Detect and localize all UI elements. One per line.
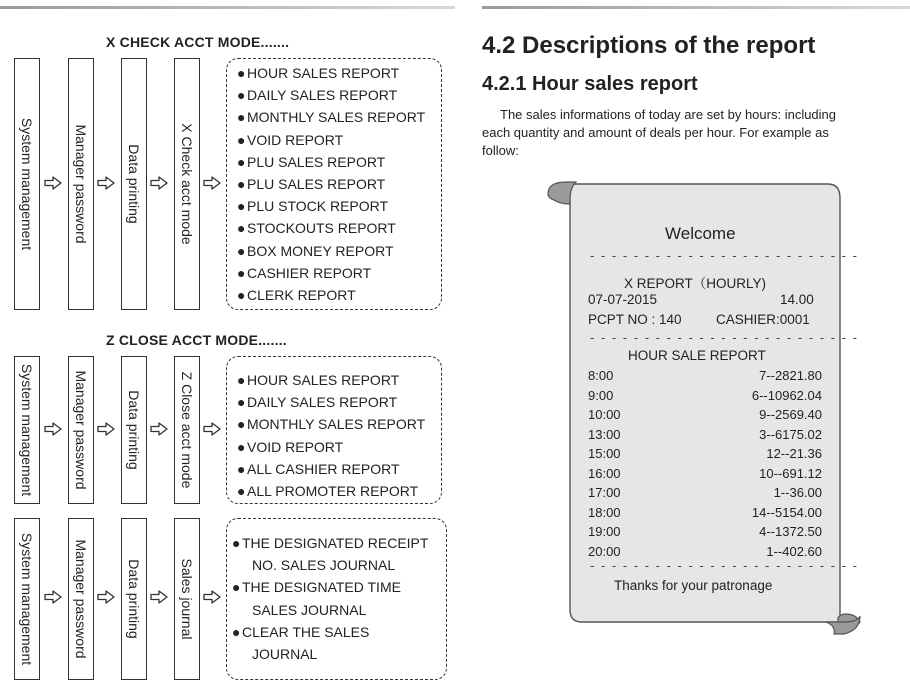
j-step-sales-journal xyxy=(174,518,200,680)
bullet-icon: ● xyxy=(237,482,246,499)
report-item-label: PLU SALES REPORT xyxy=(247,153,386,170)
bullet-icon: ● xyxy=(237,87,246,104)
report-item-label: MONTHLY SALES REPORT xyxy=(247,416,426,433)
journal-item xyxy=(232,576,428,598)
right-arrow-icon xyxy=(97,590,115,604)
report-item xyxy=(237,284,425,306)
step-label: System management xyxy=(19,532,35,666)
step-label: Manager password xyxy=(73,370,89,490)
report-item-label: DAILY SALES REPORT xyxy=(247,394,398,411)
report-item-label: STOCKOUTS REPORT xyxy=(247,220,396,237)
receipt-row-hour: 13:00 xyxy=(588,426,621,442)
receipt-row-value: 7--2821.80 xyxy=(759,368,822,383)
z-step-manager-password xyxy=(68,356,94,504)
receipt-row-hour: 17:00 xyxy=(588,485,621,500)
report-item xyxy=(237,84,425,106)
report-item-label: BOX MONEY REPORT xyxy=(247,242,394,259)
bullet-icon: ● xyxy=(237,175,246,192)
step-label: Data printing xyxy=(126,390,142,470)
right-arrow-icon xyxy=(203,422,221,436)
report-item-label: HOUR SALES REPORT xyxy=(247,372,400,388)
bullet-icon: ● xyxy=(237,109,246,126)
description-paragraph xyxy=(482,106,902,160)
report-item xyxy=(237,436,425,458)
j-step-data-printing xyxy=(121,518,147,680)
receipt-row xyxy=(588,388,822,407)
step-label: Data printing xyxy=(126,559,142,639)
receipt-divider: - - - - - - - - - - - - - - - - - - - - - - - - - xyxy=(590,330,859,345)
j-step-manager-password xyxy=(68,518,94,680)
journal-item-continuation xyxy=(232,599,428,621)
bullet-icon: ● xyxy=(237,286,246,303)
receipt-row xyxy=(588,505,822,524)
receipt-cashier: CASHIER:0001 xyxy=(716,312,810,327)
x-report-list xyxy=(237,62,425,306)
report-item xyxy=(237,480,425,502)
receipt-row xyxy=(588,427,822,446)
step-label: System management xyxy=(19,363,35,497)
receipt-welcome: Welcome xyxy=(665,224,736,243)
report-item xyxy=(237,151,425,173)
report-item xyxy=(237,217,425,239)
x-step-data-printing xyxy=(121,58,147,310)
bullet-icon: ● xyxy=(237,220,246,237)
report-item-label: HOUR SALES REPORT xyxy=(247,65,400,81)
report-item xyxy=(237,391,425,413)
x-step-manager-password xyxy=(68,58,94,310)
right-arrow-icon xyxy=(44,422,62,436)
right-arrow-icon xyxy=(150,422,168,436)
z-mode-title: Z CLOSE ACCT MODE....... xyxy=(106,332,287,348)
bullet-icon: ● xyxy=(237,65,246,81)
report-item-label: ALL PROMOTER REPORT xyxy=(247,482,419,499)
receipt-row-value: 14--5154.00 xyxy=(751,504,822,520)
bullet-icon: ● xyxy=(237,438,246,455)
receipt-row-hour: 18:00 xyxy=(588,504,621,520)
z-step-close-acct-mode xyxy=(174,356,200,504)
report-item-label: CASHIER REPORT xyxy=(247,264,372,281)
report-item xyxy=(237,106,425,128)
journal-item-continuation xyxy=(232,643,428,665)
journal-list xyxy=(232,532,428,665)
bullet-icon: ● xyxy=(232,535,241,551)
paragraph-line: The sales informations of today are set by hours: including xyxy=(500,107,837,122)
x-mode-title: X CHECK ACCT MODE....... xyxy=(106,34,290,50)
top-rule-right xyxy=(482,6,910,9)
report-item-label: VOID REPORT xyxy=(247,438,344,455)
right-arrow-icon xyxy=(150,176,168,190)
receipt-row-value: 10--691.12 xyxy=(759,465,822,481)
receipt-pcpt-no: PCPT NO : 140 xyxy=(588,312,682,327)
receipt-row xyxy=(588,485,822,504)
report-item xyxy=(237,129,425,151)
receipt-date: 07-07-2015 xyxy=(588,292,658,307)
z-step-system-management xyxy=(14,356,40,504)
receipt-row-value: 4--1372.50 xyxy=(759,524,822,539)
report-item xyxy=(237,413,425,435)
report-item-label: PLU SALES REPORT xyxy=(247,175,386,192)
bullet-icon: ● xyxy=(237,242,246,259)
receipt-row-value: 1--36.00 xyxy=(773,485,822,500)
journal-item-label: JOURNAL xyxy=(252,645,318,662)
receipt-row-value: 1--402.60 xyxy=(766,543,822,559)
receipt-row-value: 12--21.36 xyxy=(766,446,822,461)
report-item xyxy=(237,173,425,195)
receipt-row-value: 6--10962.04 xyxy=(751,387,822,403)
bullet-icon: ● xyxy=(237,460,246,477)
paragraph-line: each quantity and amount of deals per hour. For example as xyxy=(482,125,829,140)
receipt-row-hour: 16:00 xyxy=(588,465,621,481)
x-step-system-management xyxy=(14,58,40,310)
receipt-row xyxy=(588,446,822,465)
report-item-label: MONTHLY SALES REPORT xyxy=(247,109,426,126)
z-report-list xyxy=(237,369,425,502)
bullet-icon: ● xyxy=(237,198,246,215)
report-item-label: ALL CASHIER REPORT xyxy=(247,460,400,477)
journal-item xyxy=(232,621,428,643)
journal-item-label: THE DESIGNATED RECEIPT xyxy=(242,535,429,551)
right-arrow-icon xyxy=(203,176,221,190)
journal-item-label: CLEAR THE SALES xyxy=(242,623,370,640)
receipt-divider: - - - - - - - - - - - - - - - - - - - - - - - - - xyxy=(590,558,859,573)
receipt-time: 14.00 xyxy=(780,292,814,307)
receipt-row-hour: 8:00 xyxy=(588,368,614,383)
report-item-label: VOID REPORT xyxy=(247,131,344,148)
bullet-icon: ● xyxy=(232,579,241,596)
bullet-icon: ● xyxy=(237,416,246,433)
journal-item xyxy=(232,532,428,554)
receipt-row-hour: 10:00 xyxy=(588,407,621,422)
bullet-icon: ● xyxy=(237,264,246,281)
journal-item-label: SALES JOURNAL xyxy=(252,601,367,618)
receipt-thanks: Thanks for your patronage xyxy=(614,578,773,593)
report-item-label: PLU STOCK REPORT xyxy=(247,198,389,215)
receipt-row-hour: 19:00 xyxy=(588,524,621,539)
j-step-system-management xyxy=(14,518,40,680)
x-step-check-acct-mode xyxy=(174,58,200,310)
report-item xyxy=(237,262,425,284)
bullet-icon: ● xyxy=(237,131,246,148)
receipt-report-title: X REPORT（HOURLY) xyxy=(624,276,767,291)
right-arrow-icon xyxy=(150,590,168,604)
right-arrow-icon xyxy=(44,590,62,604)
right-arrow-icon xyxy=(97,422,115,436)
journal-item-continuation xyxy=(232,554,428,576)
receipt-row-value: 3--6175.02 xyxy=(759,426,822,442)
receipt-row-hour: 9:00 xyxy=(588,387,614,403)
paragraph-line: follow: xyxy=(482,143,519,158)
z-step-data-printing xyxy=(121,356,147,504)
right-arrow-icon xyxy=(97,176,115,190)
receipt-divider: - - - - - - - - - - - - - - - - - - - - - - - - - xyxy=(590,248,859,263)
report-item xyxy=(237,240,425,262)
bullet-icon: ● xyxy=(237,394,246,411)
bullet-icon: ● xyxy=(232,623,241,640)
subsection-heading: 4.2.1 Hour sales report xyxy=(482,73,698,95)
bullet-icon: ● xyxy=(237,153,246,170)
step-label: Manager password xyxy=(73,539,89,659)
journal-item-label: NO. SALES JOURNAL xyxy=(252,557,396,574)
step-label: X Check acct mode xyxy=(179,123,195,245)
top-rule-left xyxy=(0,6,455,9)
step-label: Data printing xyxy=(126,144,142,224)
journal-item-label: THE DESIGNATED TIME xyxy=(242,579,401,596)
receipt-row xyxy=(588,524,822,543)
report-item-label: CLERK REPORT xyxy=(247,286,356,303)
step-label: System management xyxy=(19,117,35,251)
receipt-row xyxy=(588,368,822,387)
receipt-row-hour: 20:00 xyxy=(588,543,621,559)
receipt-row-hour: 15:00 xyxy=(588,446,621,461)
step-label: Z Close acct mode xyxy=(179,371,195,489)
right-arrow-icon xyxy=(44,176,62,190)
report-item xyxy=(237,195,425,217)
report-item-label: DAILY SALES REPORT xyxy=(247,87,398,104)
report-item xyxy=(237,458,425,480)
receipt-row-value: 9--2569.40 xyxy=(759,407,822,422)
section-heading: 4.2 Descriptions of the report xyxy=(482,32,816,59)
receipt-row xyxy=(588,466,822,485)
receipt-section-title: HOUR SALE REPORT xyxy=(628,348,766,363)
right-arrow-icon xyxy=(203,590,221,604)
report-item xyxy=(237,62,425,84)
step-label: Manager password xyxy=(73,124,89,244)
report-item xyxy=(237,369,425,391)
receipt-row xyxy=(588,407,822,426)
bullet-icon: ● xyxy=(237,372,246,388)
step-label: Sales journal xyxy=(179,558,195,640)
